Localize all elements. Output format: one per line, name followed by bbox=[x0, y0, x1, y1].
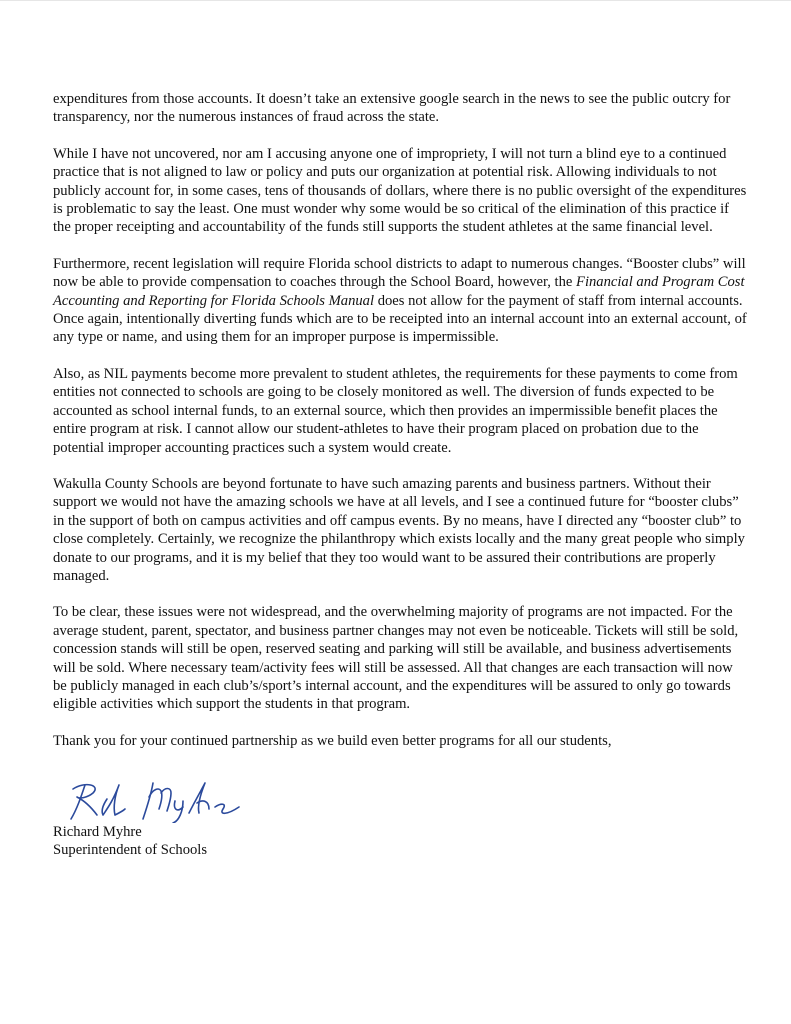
letter-body bbox=[53, 90, 747, 750]
legislation-text-after: does not allow for the payment of staff from internal accounts. Once again, intentionally diverting funds which are to be receipted into an internal account into an external account, of any type or name, and using them for an improper purpose is impermissible. bbox=[53, 292, 747, 346]
manual-title: Financial and Program Cost Accounting and Reporting for Florida Schools Manual bbox=[53, 274, 745, 309]
paragraph-nil-payments: Also, as NIL payments become more prevalent to student athletes, the requirements for these payments to come from entities not connected to schools are going to be closely monitored as well. The diversion of funds expected to be accounted as school internal funds, to an external source, which then provides an impermissible benefit places the entire program at risk. I cannot allow our student-athletes to have their program placed on probation due to the potential improper accounting practices such a system would create. bbox=[53, 365, 738, 456]
signature-block bbox=[53, 779, 253, 860]
legislation-text-before: Furthermore, recent legislation will require Florida school districts to adapt to numerous changes. “Booster clubs” will now be able to provide compensation to coaches through the School Board, however, the bbox=[53, 255, 746, 291]
signer-title: Superintendent of Schools bbox=[53, 842, 208, 859]
paragraph-closing: Thank you for your continued partnership as we build even better programs for all our students, bbox=[53, 732, 612, 749]
paragraph-legislation bbox=[53, 255, 747, 347]
paragraph-continuation: expenditures from those accounts. It doesn’t take an extensive google search in the news to see the public outcry for transparency, nor the numerous instances of fraud across the state. bbox=[53, 91, 731, 126]
handwritten-signature bbox=[63, 779, 253, 823]
paragraph-clarification: To be clear, these issues were not widespread, and the overwhelming majority of programs are not impacted. For the average student, parent, spectator, and business partner changes may not even be noticeable. Tickets will still be sold, concession stands will still be open, reserved seating and parking will still be available, and business advertisements will be sold. Where necessary team/activity fees will still be assessed. All that changes are each transaction will now be publicly managed in each club’s/sport’s internal account, and the expenditures will be assured to only go towards eligible activities which support the students in that program. bbox=[53, 604, 739, 713]
signer-name: Richard Myhre bbox=[53, 824, 142, 840]
paragraph-booster-clubs: Wakulla County Schools are beyond fortunate to have such amazing parents and business partners. Without their support we would not have the amazing schools we have at all levels, and I see a continued future for “booster clubs” in the support of both on campus activities and off campus events. By no means, have I directed any “booster club” to close completely. Certainly, we recognize the philanthropy which exists locally and the many great people who simply donate to our programs, and it is my belief that they too would want to be assured their contributions are properly managed. bbox=[53, 475, 745, 584]
paragraph-impropriety: While I have not uncovered, nor am I accusing anyone one of impropriety, I will not turn a blind eye to a continued practice that is not aligned to law or policy and puts our organization at potential risk. Allowing individuals to not publicly account for, in some cases, tens of thousands of dollars, where there is no public oversight of the expenditures is problematic to say the least. One must wonder why some would be so critical of the elimination of this practice if the proper receipting and accountability of the funds still supports the student athletes at the same financial level. bbox=[53, 145, 747, 236]
